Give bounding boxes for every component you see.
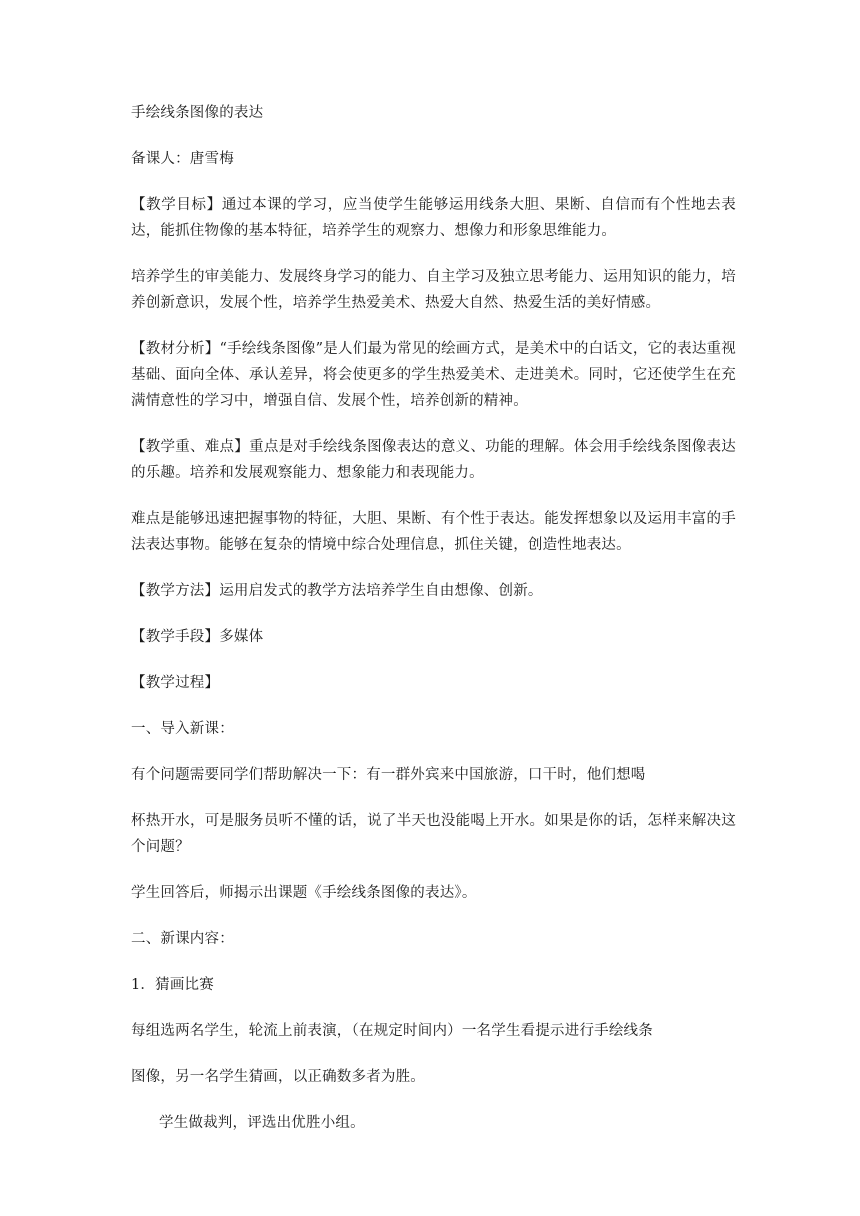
- paragraph-text: 一、导入新课：: [131, 721, 234, 737]
- paragraph-key-points: [131, 434, 736, 486]
- paragraph-text: “手绘线条图像”是人们最为常见的绘画方式，是美术中的白话文，它的表达重视基础、面向全体、承认差异，将会使更多的学生热爱美术、走进美术。同时，它还使学生在充满情意性的学习中，增强自信、发展个性，培养创新的精神。: [131, 341, 736, 409]
- section-label: 【教学手段】: [131, 629, 220, 645]
- paragraph-teaching-goals: [131, 192, 736, 244]
- paragraph-contest-rules-2: [131, 1064, 736, 1090]
- paragraph-intro-heading: [131, 716, 736, 742]
- paragraph-judging: [131, 1110, 736, 1136]
- document-title: 手绘线条图像的表达: [131, 105, 264, 121]
- paragraph-aesthetic-ability: [131, 264, 736, 316]
- paragraph-text: 学生做裁判，评选出优胜小组。: [159, 1115, 365, 1131]
- paragraph-problem-1: [131, 762, 736, 788]
- paragraph-text: 杯热开水，可是服务员听不懂的话，说了半天也没能喝上开水。如果是你的话，怎样来解决这个问题？: [131, 813, 736, 855]
- paragraph-reveal-topic: [131, 880, 736, 906]
- paragraph-text: 每组选两名学生，轮流上前表演，（在规定时间内）一名学生看提示进行手绘线条: [131, 1023, 653, 1039]
- section-label: 【教学方法】: [131, 583, 220, 599]
- paragraph-guess-contest: [131, 972, 736, 998]
- section-label: 【教学目标】: [131, 197, 222, 213]
- document-page: [131, 100, 736, 1156]
- paragraph-contest-rules-1: [131, 1018, 736, 1044]
- paragraph-text: 有个问题需要同学们帮助解决一下：有一群外宾来中国旅游，口干时，他们想喝: [131, 767, 646, 783]
- paragraph-teaching-method: [131, 578, 736, 604]
- section-label: 【教学过程】: [131, 675, 220, 691]
- paragraph-material-analysis: [131, 336, 736, 414]
- paragraph-text: 通过本课的学习，应当使学生能够运用线条大胆、果断、自信而有个性地去表达，能抓住物像的基本特征，培养学生的观察力、想像力和形象思维能力。: [131, 197, 737, 239]
- paragraph-text: 学生回答后，师揭示出课题《手绘线条图像的表达》。: [131, 885, 477, 901]
- paragraph-text: 多媒体: [219, 629, 264, 645]
- paragraph-text: 二、新课内容：: [131, 931, 234, 947]
- preparer-line: 备课人：唐雪梅: [131, 151, 234, 167]
- paragraph-difficulties: [131, 506, 736, 558]
- paragraph-text: 运用启发式的教学方法培养学生自由想像、创新。: [219, 583, 543, 599]
- section-label: 【教学重、难点】: [131, 439, 250, 455]
- paragraph-text: 培养学生的审美能力、发展终身学习的能力、自主学习及独立思考能力、运用知识的能力，培养创新意识，发展个性，培养学生热爱美术、热爱大自然、热爱生活的美好情感。: [131, 269, 736, 311]
- paragraph-new-content-heading: [131, 926, 736, 952]
- paragraph-text: 图像，另一名学生猜画，以正确数多者为胜。: [131, 1069, 425, 1085]
- paragraph-problem-2: [131, 808, 736, 860]
- paragraph-teaching-process: [131, 670, 736, 696]
- paragraph-text: 难点是能够迅速把握事物的特征，大胆、果断、有个性于表达。能发挥想象以及运用丰富的手法表达事物。能够在复杂的情境中综合处理信息，抓住关键，创造性地表达。: [131, 511, 736, 553]
- paragraph-text: 1．猜画比赛: [131, 977, 214, 993]
- paragraph-text: 重点是对手绘线条图像表达的意义、功能的理解。体会用手绘线条图像表达的乐趣。培养和发展观察能力、想象能力和表现能力。: [131, 439, 736, 481]
- paragraph-teaching-means: [131, 624, 736, 650]
- section-label: 【教材分析】: [131, 341, 220, 357]
